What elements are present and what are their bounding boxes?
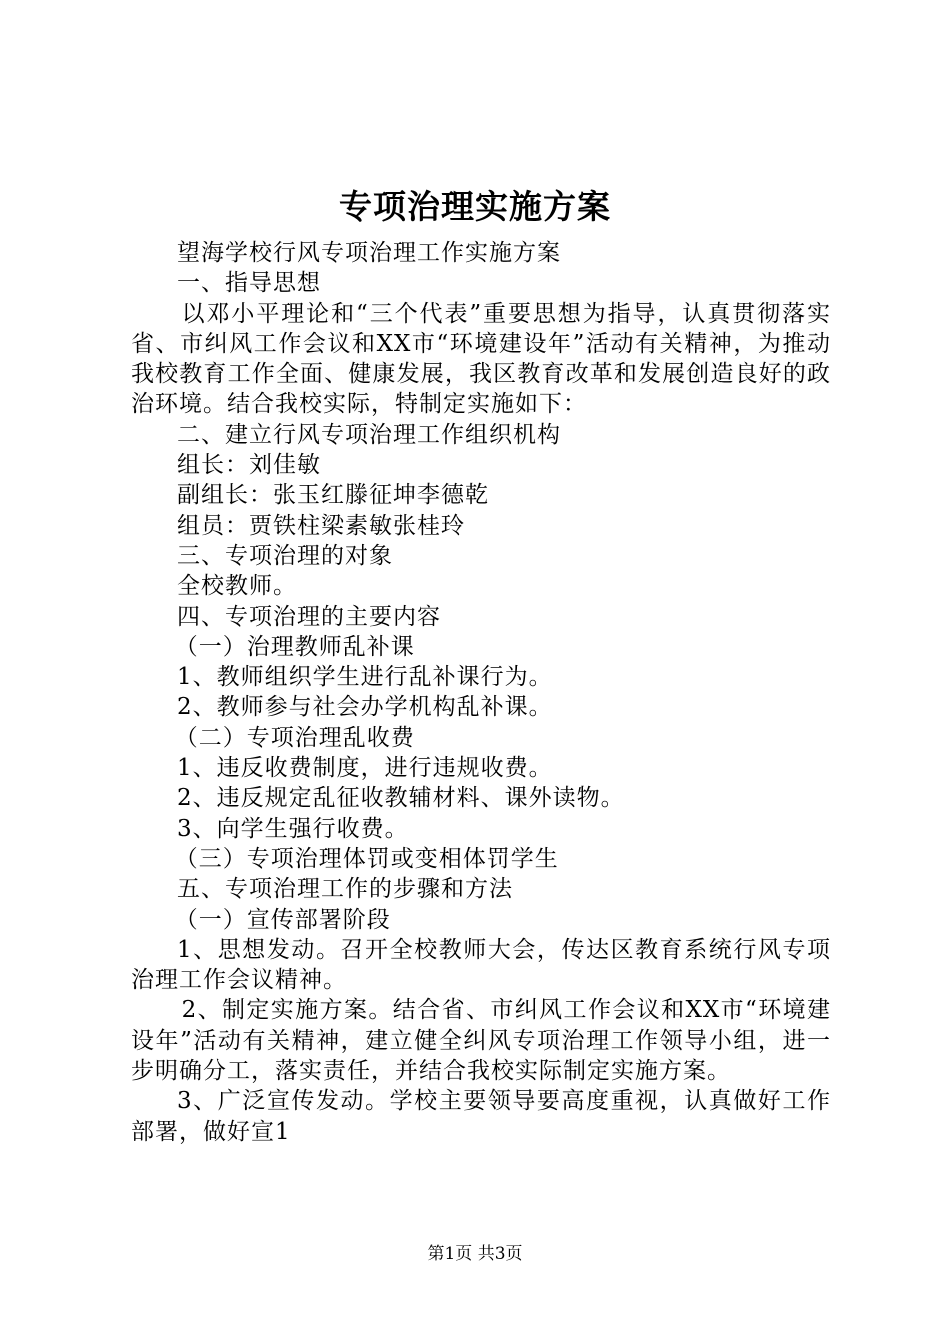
paragraph-subsection-1: （一）治理教师乱补课 — [174, 633, 415, 660]
paragraph-leader: 组长：刘佳敏 — [177, 452, 321, 479]
paragraph-guiding-thought: 以邓小平理论和“三个代表”重要思想为指导，认真贯彻落实省、市纠风工作会议和XX市“环境建设年”活动有关精神，为推动我校教育工作全面、健康发展，我区教育改革和发展创造良好的政治环境。结合我校实际，特制定实施如下： — [131, 300, 831, 418]
paragraph-list-item: 2、违反规定乱征收教辅材料、课外读物。 — [177, 785, 625, 812]
page-footer: 第1页 共3页 — [427, 1244, 523, 1264]
paragraph-subsection-2: （二）专项治理乱收费 — [174, 724, 415, 751]
paragraph-section-5-heading: 五、专项治理工作的步骤和方法 — [177, 876, 513, 903]
paragraph-step-3: 3、广泛宣传发动。学校主要领导要高度重视，认真做好工作部署，做好宣1 — [131, 1088, 831, 1145]
paragraph-list-item: 2、教师参与社会办学机构乱补课。 — [177, 694, 553, 721]
paragraph-subsection-3: （三）专项治理体罚或变相体罚学生 — [174, 845, 559, 872]
paragraph-subsection-publicity: （一）宣传部署阶段 — [174, 906, 391, 933]
paragraph-section-1-heading: 一、指导思想 — [177, 270, 321, 297]
paragraph-members: 组员：贾铁柱梁素敏张桂玲 — [177, 512, 465, 539]
paragraph-step-2: 2、制定实施方案。结合省、市纠风工作会议和XX市“环境建设年”活动有关精神，建立健全纠风专项治理工作领导小组，进一步明确分工，落实责任，并结合我校实际制定实施方案。 — [131, 997, 831, 1085]
paragraph-list-item: 1、违反收费制度，进行违规收费。 — [177, 755, 553, 782]
paragraph-list-item: 1、教师组织学生进行乱补课行为。 — [177, 664, 553, 691]
paragraph-step-1: 1、思想发动。召开全校教师大会，传达区教育系统行风专项治理工作会议精神。 — [131, 936, 831, 994]
paragraph-section-4-heading: 四、专项治理的主要内容 — [177, 603, 441, 630]
paragraph-section-3-heading: 三、专项治理的对象 — [177, 542, 393, 569]
paragraph-list-item: 3、向学生强行收费。 — [177, 815, 409, 842]
paragraph-subtitle: 望海学校行风专项治理工作实施方案 — [177, 240, 561, 266]
document-body — [131, 238, 831, 1147]
paragraph-section-2-heading: 二、建立行风专项治理工作组织机构 — [177, 421, 561, 448]
document-title: 专项治理实施方案 — [339, 187, 611, 226]
paragraph-deputy-leaders: 副组长：张玉红滕征坤李德乾 — [177, 482, 489, 509]
paragraph-target: 全校教师。 — [177, 573, 297, 600]
